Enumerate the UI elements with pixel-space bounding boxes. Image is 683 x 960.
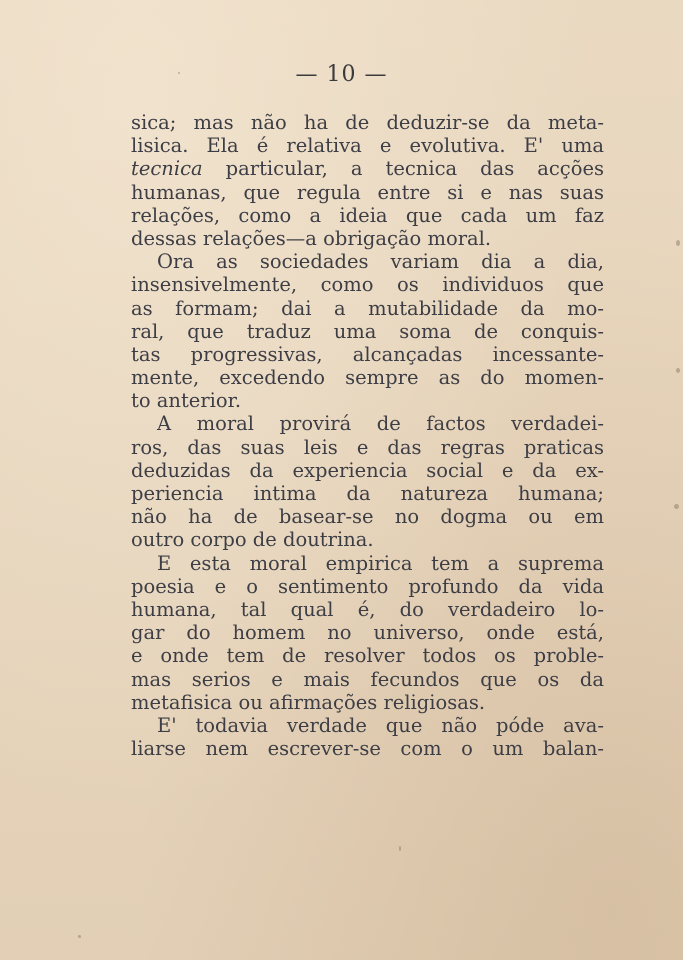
text-line: deduzidas da experiencia social e da ex-	[131, 458, 604, 482]
text-line: gar do homem no universo, onde está,	[131, 621, 604, 645]
text-line: metafisica ou afirmações religiosas.	[131, 690, 486, 714]
text-line: periencia intima da natureza humana;	[131, 482, 604, 505]
text-line: ral, que traduz uma soma de conquis-	[131, 319, 604, 343]
paper-speck	[676, 368, 680, 373]
text-line: humana, tal qual é, do verdadeiro lo-	[131, 597, 604, 621]
paragraph-start-line: A moral provirá de factos verdadei-	[157, 412, 604, 436]
text-line: relações, como a ideia que cada um faz	[131, 203, 604, 227]
body-text	[131, 111, 604, 760]
text-line-with-italic	[131, 157, 604, 180]
text-line: as formam; dai a mutabilidade da mo-	[131, 296, 604, 320]
text-line: não ha de basear-se no dogma ou em	[131, 505, 604, 529]
page-number: — 10 —	[295, 62, 388, 87]
paper-speck	[178, 72, 180, 74]
paper-speck	[676, 240, 680, 246]
text-line: e onde tem de resolver todos os proble-	[131, 644, 604, 668]
text-line: tas progressivas, alcançadas incessante-	[131, 342, 604, 366]
text-line: dessas relações—a obrigação moral.	[131, 226, 492, 250]
paragraph-start-line: E esta moral empirica tem a suprema	[157, 551, 604, 575]
text-line: liarse nem escrever-se com o um balan-	[131, 737, 604, 761]
text-line: outro corpo de doutrina.	[131, 528, 374, 552]
paragraph-start-line: Ora as sociedades variam dia a dia,	[157, 250, 604, 274]
text-line: poesia e o sentimento profundo da vida	[131, 574, 604, 598]
text-line: ros, das suas leis e das regras praticas	[131, 435, 604, 459]
line-remainder: particular, a tecnica das acções	[202, 157, 604, 181]
text-line: sica; mas não ha de deduzir-se da meta-	[131, 111, 604, 134]
paper-speck	[674, 504, 679, 509]
paper-speck	[78, 935, 81, 938]
paragraph-start-line: E' todavia verdade que não póde ava-	[157, 713, 604, 737]
text-line: humanas, que regula entre si e nas suas	[131, 180, 604, 204]
text-line: insensivelmente, como os individuos que	[131, 273, 604, 297]
paper-speck	[399, 846, 401, 851]
text-line: mente, excedendo sempre as do momen-	[131, 366, 604, 390]
text-line: lisica. Ela é relativa e evolutiva. E' uma	[131, 134, 604, 158]
text-line: mas serios e mais fecundos que os da	[131, 667, 604, 691]
text-line: to anterior.	[131, 389, 242, 413]
italic-word: tecnica	[131, 157, 203, 181]
